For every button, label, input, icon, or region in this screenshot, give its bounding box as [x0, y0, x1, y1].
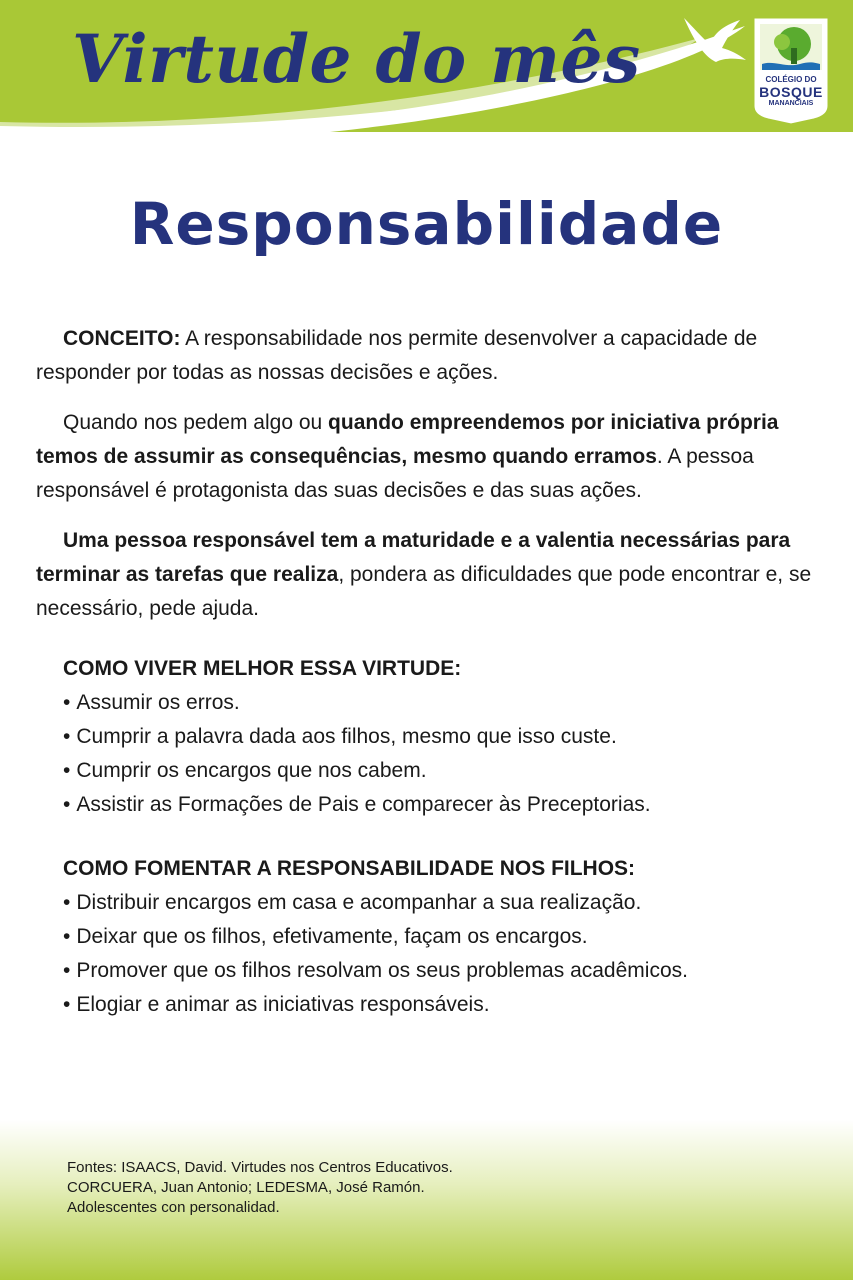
concept-label: CONCEITO:	[63, 327, 181, 350]
concept-paragraph	[36, 322, 826, 390]
source-line: Fontes: ISAACS, David. Virtudes nos Centros Educativos.	[67, 1159, 453, 1176]
bullet-list	[63, 886, 826, 1022]
source-line: CORCUERA, Juan Antonio; LEDESMA, José Ramón.	[67, 1179, 425, 1196]
list-item: • Distribuir encargos em casa e acompanhar a sua realização.	[63, 886, 826, 920]
logo-text-mananciais: MANANCIAIS	[768, 100, 814, 107]
main-content	[36, 322, 826, 1022]
concept-text: A responsabilidade nos permite desenvolver a capacidade de responder por todas as nossas decisões e ações.	[36, 327, 758, 384]
virtue-heading: Responsabilidade	[129, 190, 724, 258]
p3-end: , pondera as dificuldades que pode encontrar e, se necessário, pede ajuda.	[36, 563, 812, 620]
bullet-list	[63, 686, 826, 822]
source-line: Adolescentes con personalidad.	[67, 1199, 280, 1216]
dove-icon	[680, 14, 750, 74]
list-item: • Assumir os erros.	[63, 686, 826, 720]
section-live-virtue	[36, 652, 826, 822]
list-item: • Promover que os filhos resolvam os seus problemas acadêmicos.	[63, 954, 826, 988]
list-item: • Assistir as Formações de Pais e comparecer às Preceptorias.	[63, 788, 826, 822]
section-title: COMO FOMENTAR A RESPONSABILIDADE NOS FILHOS:	[63, 857, 636, 880]
p2-bold: quando empreendemos por iniciativa própria temos de assumir as consequências, mesmo quando erramos	[36, 411, 779, 468]
sources-block	[67, 1158, 767, 1218]
section-foster-responsibility	[36, 852, 826, 1022]
p2-end: . A pessoa responsável é protagonista das suas decisões e das suas ações.	[36, 445, 754, 502]
maturity-paragraph	[36, 524, 826, 626]
logo-text-bosque: BOSQUE	[759, 84, 823, 100]
p2-start: Quando nos pedem algo ou	[63, 411, 329, 434]
list-item: • Cumprir os encargos que nos cabem.	[63, 754, 826, 788]
logo-text-colegio: COLÉGIO DO	[765, 75, 817, 84]
page-title: Virtude do mês	[72, 20, 641, 98]
list-item: • Deixar que os filhos, efetivamente, façam os encargos.	[63, 920, 826, 954]
school-crest-icon	[750, 14, 832, 126]
section-title: COMO VIVER MELHOR ESSA VIRTUDE:	[63, 657, 462, 680]
consequences-paragraph	[36, 406, 826, 508]
list-item: • Elogiar e animar as iniciativas responsáveis.	[63, 988, 826, 1022]
p3-bold: Uma pessoa responsável tem a maturidade e a valentia necessárias para terminar as tarefas que realiza	[36, 529, 791, 586]
header-banner	[0, 0, 853, 132]
school-logo	[750, 14, 832, 126]
list-item: • Cumprir a palavra dada aos filhos, mesmo que isso custe.	[63, 720, 826, 754]
